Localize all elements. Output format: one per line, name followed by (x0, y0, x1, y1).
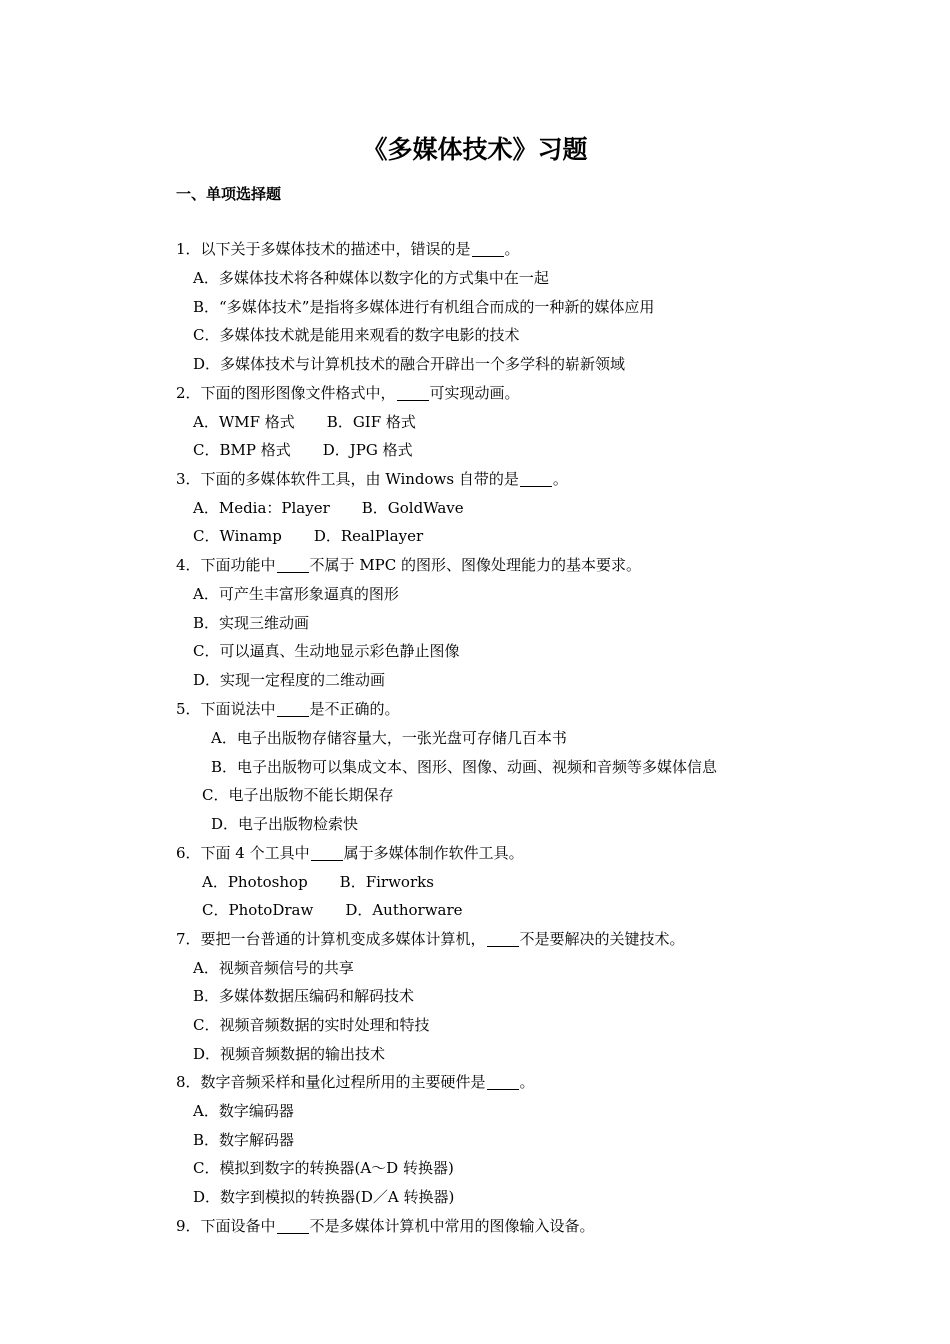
q8-option-d: D．数字到模拟的转换器(D／A 转换器) (193, 1188, 455, 1206)
q6-options-row-1 (202, 869, 434, 895)
page-title: 《多媒体技术》习题 (362, 135, 588, 164)
q2-options-row-2 (193, 437, 413, 463)
q4-option-d: D．实现一定程度的二维动画 (193, 671, 386, 689)
question-6-stem: 6．下面 4 个工具中 属于多媒体制作软件工具。 (176, 844, 524, 862)
q4-option-c: C．可以逼真、生动地显示彩色静止图像 (193, 642, 460, 660)
q1-option-a: A．多媒体技术将各种媒体以数字化的方式集中在一起 (193, 269, 549, 287)
q1-option-d: D．多媒体技术与计算机技术的融合开辟出一个多学科的崭新领域 (193, 355, 626, 373)
question-3-stem: 3．下面的多媒体软件工具，由 Windows 自带的是 。 (176, 470, 568, 488)
q5-option-a: A．电子出版物存储容量大，一张光盘可存储几百本书 (211, 729, 567, 747)
q6-option-a: A．Photoshop (202, 873, 308, 891)
q3-option-b: B．GoldWave (361, 499, 464, 517)
q3-options-row-1 (193, 495, 464, 521)
answer-blank (277, 700, 309, 717)
answer-blank (397, 384, 429, 401)
q5-option-d: D．电子出版物检索快 (211, 815, 359, 833)
question-2-stem: 2．下面的图形图像文件格式中， 可实现动画。 (176, 384, 520, 402)
q3-option-c: C．Winamp (193, 527, 282, 545)
q4-option-a: A．可产生丰富形象逼真的图形 (193, 585, 399, 603)
question-5-stem: 5．下面说法中 是不正确的。 (176, 700, 400, 718)
answer-blank (277, 556, 309, 573)
question-9-stem: 9．下面设备中 不是多媒体计算机中常用的图像输入设备。 (176, 1217, 595, 1235)
answer-blank (487, 930, 519, 947)
q2-option-d: D．JPG 格式 (322, 441, 413, 459)
q8-option-c: C．模拟到数字的转换器(A～D 转换器) (193, 1159, 454, 1177)
q3-option-a: A．Media：Player (193, 499, 330, 517)
q8-option-b: B．数字解码器 (193, 1131, 295, 1149)
q5-option-b: B．电子出版物可以集成文本、图形、图像、动画、视频和音频等多媒体信息 (211, 758, 718, 776)
q6-option-c: C．PhotoDraw (202, 901, 314, 919)
q3-option-d: D．RealPlayer (313, 527, 424, 545)
q2-options-row-1 (193, 409, 416, 435)
q1-option-c: C．多媒体技术就是能用来观看的数字电影的技术 (193, 326, 520, 344)
q2-option-b: B．GIF 格式 (326, 413, 416, 431)
q7-option-b: B．多媒体数据压编码和解码技术 (193, 987, 415, 1005)
q6-options-row-2 (202, 897, 463, 923)
question-8-stem: 8．数字音频采样和量化过程所用的主要硬件是 。 (176, 1073, 535, 1091)
question-1-stem: 1．以下关于多媒体技术的描述中，错误的是 。 (176, 240, 520, 258)
q3-options-row-2 (193, 523, 423, 549)
q7-option-a: A．视频音频信号的共享 (193, 959, 354, 977)
q6-option-b: B．Firworks (339, 873, 434, 891)
q7-option-d: D．视频音频数据的输出技术 (193, 1045, 386, 1063)
q6-option-d: D．Authorware (345, 901, 463, 919)
q2-option-c: C．BMP 格式 (193, 441, 291, 459)
answer-blank (487, 1073, 519, 1090)
question-4-stem: 4．下面功能中 不属于 MPC 的图形、图像处理能力的基本要求。 (176, 556, 642, 574)
q8-option-a: A．数字编码器 (193, 1102, 294, 1120)
q2-option-a: A．WMF 格式 (193, 413, 295, 431)
q5-option-c: C．电子出版物不能长期保存 (202, 786, 394, 804)
answer-blank (311, 844, 343, 861)
answer-blank (520, 470, 552, 487)
answer-blank (472, 240, 504, 257)
q1-option-b: B．“多媒体技术”是指将多媒体进行有机组合而成的一种新的媒体应用 (193, 298, 655, 316)
answer-blank (277, 1217, 309, 1234)
section-heading: 一、单项选择题 (176, 185, 282, 203)
q4-option-b: B．实现三维动画 (193, 614, 310, 632)
q7-option-c: C．视频音频数据的实时处理和特技 (193, 1016, 430, 1034)
question-7-stem: 7．要把一台普通的计算机变成多媒体计算机， 不是要解决的关键技术。 (176, 930, 685, 948)
